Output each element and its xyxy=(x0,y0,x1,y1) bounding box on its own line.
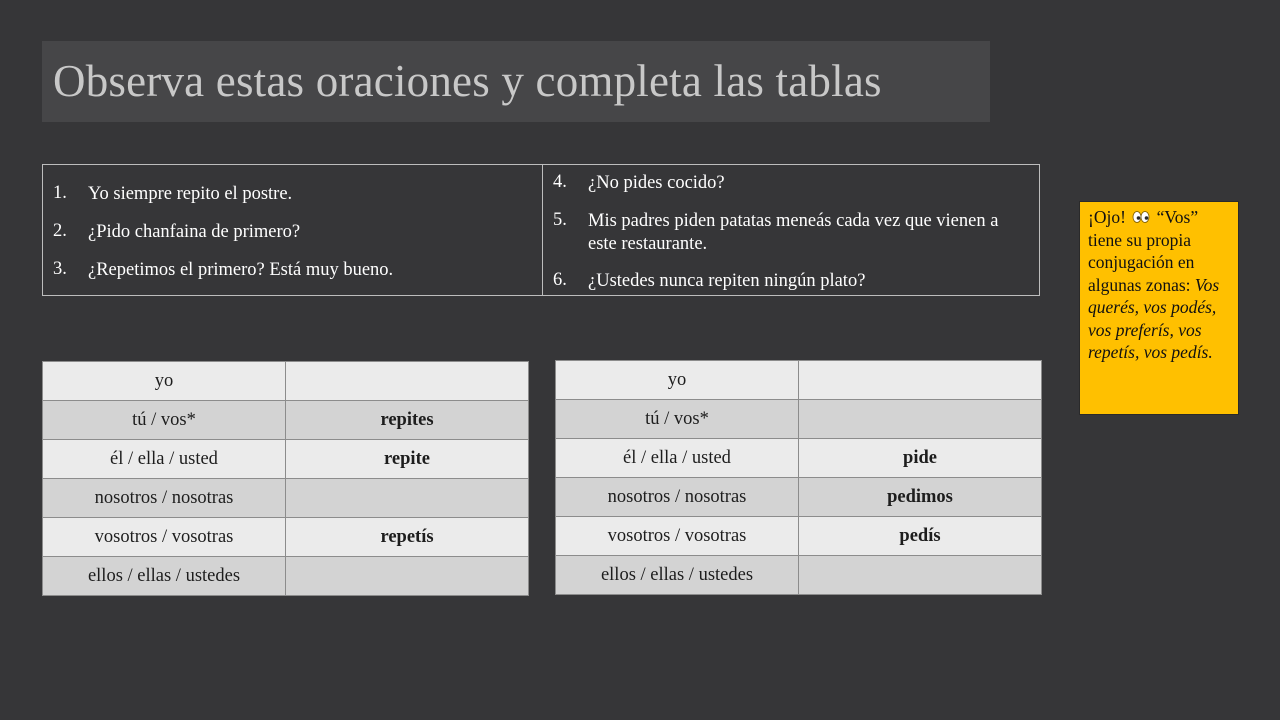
sentences-left-column xyxy=(43,165,543,295)
person-cell: tú / vos* xyxy=(556,400,799,439)
person-cell: ellos / ellas / ustedes xyxy=(556,556,799,595)
form-cell[interactable] xyxy=(799,556,1042,595)
form-cell[interactable]: repites xyxy=(286,401,529,440)
sentence-number: 4. xyxy=(553,172,567,192)
form-cell[interactable]: pide xyxy=(799,439,1042,478)
pedir-conjugation-table xyxy=(555,360,1042,595)
ojo-label: ¡Ojo! xyxy=(1088,207,1126,227)
person-cell: vosotros / vosotras xyxy=(43,518,286,557)
form-cell[interactable]: pedimos xyxy=(799,478,1042,517)
table-row xyxy=(43,362,529,401)
form-cell[interactable] xyxy=(286,362,529,401)
note-examples: Vos querés, vos podés, vos preferís, vos repetís, vos pedís. xyxy=(1088,274,1220,362)
table-row xyxy=(556,478,1042,517)
sentences-box xyxy=(42,164,1040,296)
person-cell: yo xyxy=(556,361,799,400)
form-cell[interactable] xyxy=(286,557,529,596)
table-row xyxy=(556,439,1042,478)
person-cell: yo xyxy=(43,362,286,401)
table-row xyxy=(43,479,529,518)
person-cell: nosotros / nosotras xyxy=(43,479,286,518)
sentence-number: 1. xyxy=(53,183,67,203)
table-row xyxy=(43,401,529,440)
table-row xyxy=(556,556,1042,595)
form-cell[interactable] xyxy=(286,479,529,518)
repetir-conjugation-table xyxy=(42,361,529,596)
sentence-text: ¿Repetimos el primero? Está muy bueno. xyxy=(88,260,394,280)
form-cell[interactable]: repite xyxy=(286,440,529,479)
sentence-number: 3. xyxy=(53,259,67,279)
form-cell[interactable]: repetís xyxy=(286,518,529,557)
person-cell: él / ella / usted xyxy=(43,440,286,479)
sentence-text: Yo siempre repito el postre. xyxy=(88,184,293,204)
sentence-text: ¿Pido chanfaina de primero? xyxy=(88,222,301,242)
vos-note-box xyxy=(1079,201,1239,415)
table-row xyxy=(556,517,1042,556)
sentence-text: ¿Ustedes nunca repiten ningún plato? xyxy=(588,271,866,291)
table-row xyxy=(43,518,529,557)
sentence-number: 2. xyxy=(53,221,67,241)
title-bar xyxy=(42,41,990,122)
person-cell: nosotros / nosotras xyxy=(556,478,799,517)
person-cell: él / ella / usted xyxy=(556,439,799,478)
note-text: “Vos” tiene su propia conjugación en algunas zonas: xyxy=(1088,207,1199,295)
form-cell[interactable] xyxy=(799,400,1042,439)
table-row xyxy=(43,557,529,596)
sentence-number: 6. xyxy=(553,270,567,290)
eyes-icon xyxy=(1132,207,1150,221)
sentence-number: 5. xyxy=(553,210,567,230)
person-cell: tú / vos* xyxy=(43,401,286,440)
form-cell[interactable] xyxy=(799,361,1042,400)
sentences-right-column xyxy=(543,165,1039,295)
sentence-text: ¿No pides cocido? xyxy=(588,173,725,193)
person-cell: vosotros / vosotras xyxy=(556,517,799,556)
person-cell: ellos / ellas / ustedes xyxy=(43,557,286,596)
table-row xyxy=(43,440,529,479)
table-row xyxy=(556,400,1042,439)
table-row xyxy=(556,361,1042,400)
form-cell[interactable]: pedís xyxy=(799,517,1042,556)
sentence-text: Mis padres piden patatas meneás cada vez que vienen a este restaurante. xyxy=(588,211,999,254)
page-title: Observa estas oraciones y completa las tablas xyxy=(53,56,882,106)
